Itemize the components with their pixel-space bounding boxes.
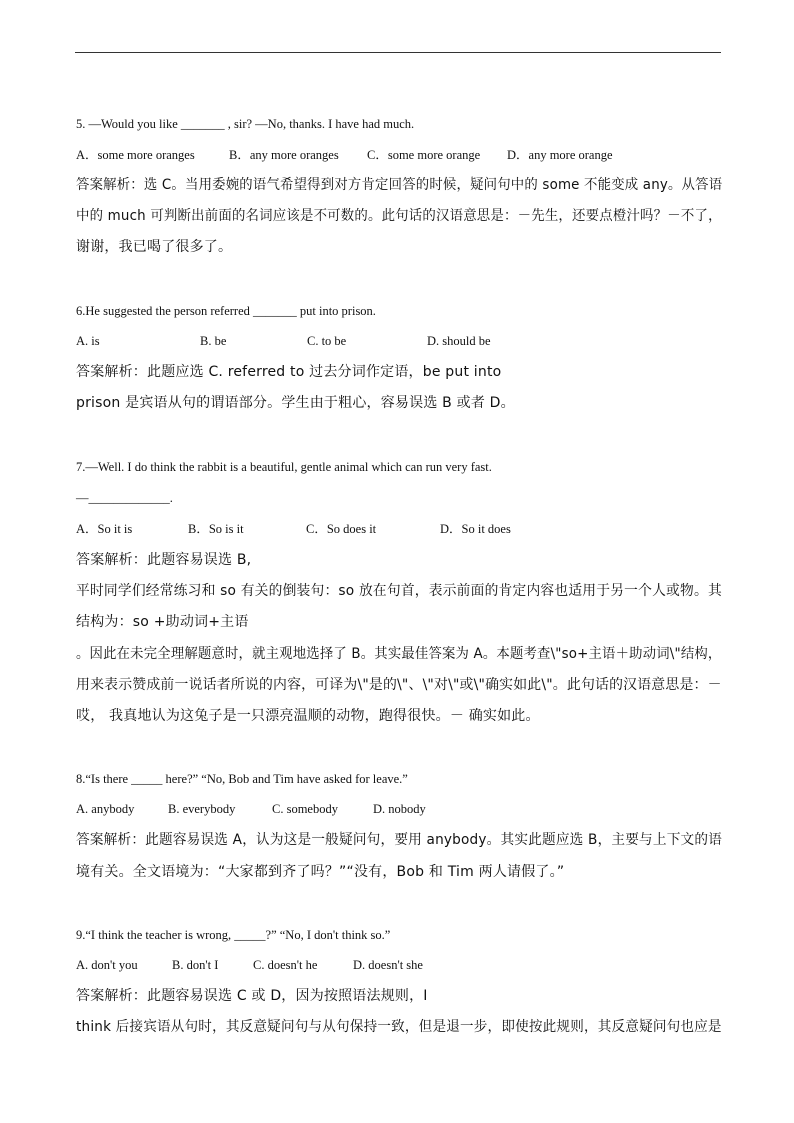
- q5-option-a: A．some more oranges: [76, 148, 195, 162]
- q5-stem: 5. —Would you like _______ , sir? —No, thanks. I have had much.: [76, 117, 415, 131]
- q7-answer-line-2: 平时同学们经常练习和 so 有关的倒装句：so 放在句首，表示前面的肯定内容也适用于另一个人或物。其: [76, 583, 722, 599]
- q6-answer-line-2: prison 是宾语从句的谓语部分。学生由于粗心，容易误选 B 或者 D。: [76, 395, 515, 411]
- q5-option-b: B．any more oranges: [229, 148, 339, 162]
- q7-answer-line-1: 答案解析：此题容易误选 B,: [76, 552, 252, 568]
- q8-answer-line-1: 答案解析：此题容易误选 A，认为这是一般疑问句，要用 anybody。其实此题应选 B，主要与上下文的语: [76, 832, 723, 848]
- q9-answer-line-2: think 后接宾语从句时，其反意疑问句与从句保持一致，但是退一步，即使按此规则，其反意疑问句也应是: [76, 1019, 722, 1035]
- q6-option-c: C. to be: [307, 334, 347, 348]
- q7-option-d: D．So it does: [440, 522, 511, 536]
- q7-answer-line-5: 用来表示赞成前一说话者所说的内容，可译为\"是的\"、\"对\"或\"确实如此\"。此句话的汉语意思是：－: [76, 677, 722, 693]
- q6-option-d: D. should be: [427, 334, 491, 348]
- q8-answer-line-2: 境有关。全文语境为：“大家都到齐了吗？”“没有，Bob 和 Tim 两人请假了。”: [76, 864, 565, 880]
- q7-response-blank: —_____________.: [76, 491, 173, 505]
- q7-stem: 7.—Well. I do think the rabbit is a beautiful, gentle animal which can run very fast.: [76, 460, 492, 474]
- q9-option-b: B. don't I: [172, 958, 219, 972]
- q8-option-b: B. everybody: [168, 802, 236, 816]
- q6-answer-line-1: 答案解析：此题应选 C. referred to 过去分词作定语，be put into: [76, 364, 502, 380]
- q9-option-a: A. don't you: [76, 958, 138, 972]
- q9-answer-line-1: 答案解析：此题容易误选 C 或 D，因为按照语法规则，I: [76, 988, 428, 1004]
- q8-option-d: D. nobody: [373, 802, 426, 816]
- q8-option-c: C. somebody: [272, 802, 338, 816]
- q6-option-a: A. is: [76, 334, 100, 348]
- q9-stem: 9.“I think the teacher is wrong, _____?” “No, I don't think so.”: [76, 928, 391, 942]
- q6-option-b: B. be: [200, 334, 227, 348]
- q7-option-a: A．So it is: [76, 522, 133, 536]
- q5-answer-line-2: 中的 much 可判断出前面的名词应该是不可数的。此句话的汉语意思是：－先生，还要点橙汁吗？－不了，: [76, 208, 722, 224]
- q5-answer-line-1: 答案解析：选 C。当用委婉的语气希望得到对方肯定回答的时候，疑问句中的 some 不能变成 any。从答语: [76, 177, 723, 193]
- q5-answer-line-3: 谢谢，我已喝了很多了。: [76, 239, 233, 255]
- q7-option-c: C．So does it: [306, 522, 377, 536]
- header-rule: [75, 52, 721, 53]
- q9-option-d: D. doesn't she: [353, 958, 423, 972]
- q8-stem: 8.“Is there _____ here?” “No, Bob and Tim have asked for leave.”: [76, 772, 408, 786]
- q7-option-b: B．So is it: [188, 522, 244, 536]
- q8-option-a: A. anybody: [76, 802, 135, 816]
- q5-option-d: D．any more orange: [507, 148, 613, 162]
- q5-option-c: C．some more orange: [367, 148, 481, 162]
- q9-option-c: C. doesn't he: [253, 958, 318, 972]
- q7-answer-line-3: 结构为：so +助动词+主语: [76, 614, 249, 630]
- q7-answer-line-4: 。因此在未完全理解题意时，就主观地选择了 B。其实最佳答案为 A。本题考查\"so+主语＋助动词\"结构，: [76, 646, 722, 662]
- q7-answer-line-6: 哎， 我真地认为这兔子是一只漂亮温顺的动物，跑得很快。－ 确实如此。: [76, 708, 540, 724]
- q6-stem: 6.He suggested the person referred _______ put into prison.: [76, 304, 376, 318]
